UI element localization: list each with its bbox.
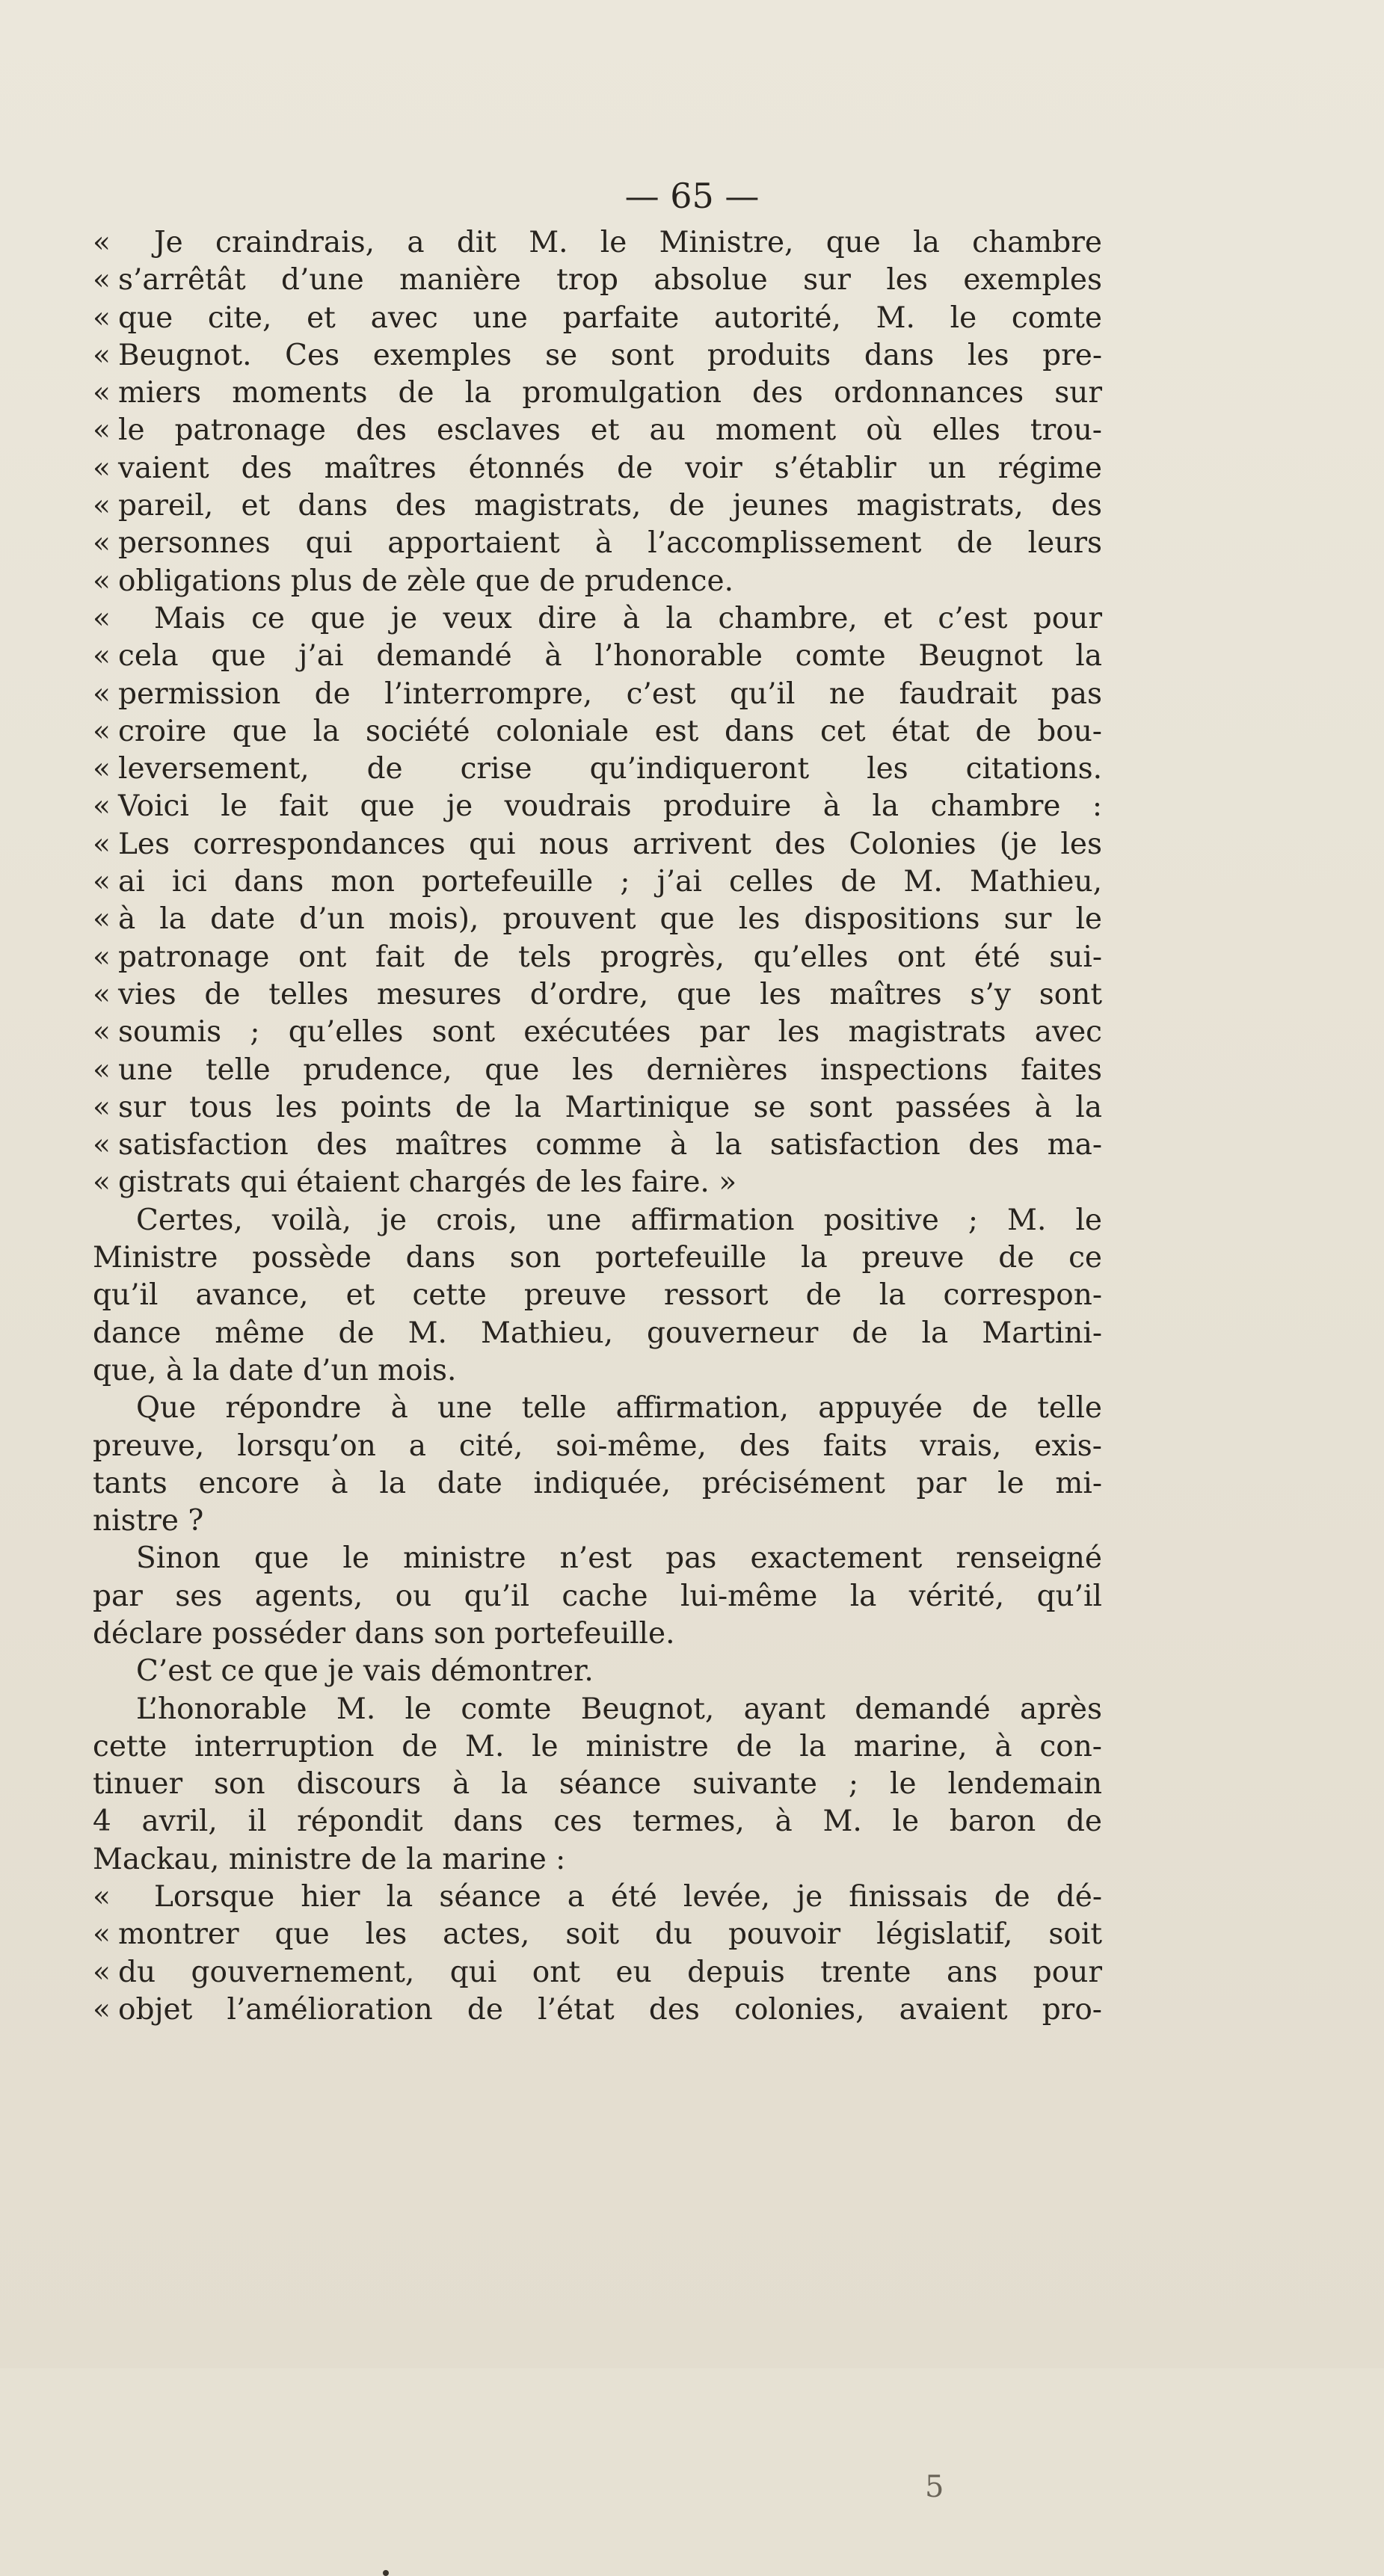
quote-mark: «	[93, 526, 111, 561]
line-text: nistre ?	[93, 1504, 204, 1538]
text-line	[93, 1803, 1102, 1840]
text-line	[93, 375, 1102, 412]
quote-mark: «	[93, 827, 111, 861]
line-text: obligations plus de zèle que de prudence.	[118, 564, 733, 598]
line-text: leversement, de crise qu’indiqueront les citations.	[118, 752, 1102, 786]
text-line	[93, 939, 1102, 976]
line-text: preuve, lorsqu’on a cité, soi-même, des faits vrais, exis-	[93, 1429, 1102, 1463]
quote-mark: «	[93, 301, 111, 335]
line-text: objet l’amélioration de l’état des colonies, avaient pro-	[118, 1992, 1102, 2027]
body-text	[93, 224, 1102, 2029]
text-line	[93, 1052, 1102, 1089]
text-line	[93, 676, 1102, 713]
line-text: que cite, et avec une parfaite autorité, M. le comte	[118, 301, 1102, 335]
quote-mark: «	[93, 338, 111, 372]
line-text: à la date d’un mois), prouvent que les dispositions sur le	[118, 902, 1102, 937]
line-text: patronage ont fait de tels progrès, qu’elles ont été sui-	[118, 940, 1102, 974]
line-text: tants encore à la date indiquée, précisément par le mi-	[93, 1466, 1102, 1500]
line-text: qu’il avance, et cette preuve ressort de la correspon-	[93, 1278, 1102, 1313]
line-text: Mais ce que je veux dire à la chambre, et c’est pour	[154, 601, 1102, 635]
quote-mark: «	[93, 376, 111, 410]
line-text: tinuer son discours à la séance suivante ; le lendemain	[93, 1767, 1102, 1802]
text-line	[93, 1954, 1102, 1991]
line-text: Mackau, ministre de la marine :	[93, 1842, 566, 1876]
text-line	[93, 1691, 1102, 1728]
quote-mark: «	[93, 1992, 111, 2027]
text-line	[93, 1841, 1102, 1879]
text-line	[93, 337, 1102, 375]
line-text: pareil, et dans des magistrats, de jeunes magistrats, des	[118, 489, 1102, 523]
line-text: ai ici dans mon portefeuille ; j’ai celles de M. Mathieu,	[118, 865, 1102, 899]
text-line	[93, 412, 1102, 449]
quote-mark: «	[93, 865, 111, 899]
text-line	[93, 826, 1102, 863]
text-line	[93, 1653, 1102, 1690]
line-text: du gouvernement, qui ont eu depuis trente ans pour	[118, 1955, 1102, 1989]
quote-mark: «	[93, 714, 111, 748]
line-text: miers moments de la promulgation des ordonnances sur	[118, 376, 1102, 410]
line-text: Sinon que le ministre n’est pas exactement renseigné	[136, 1541, 1102, 1576]
text-line	[93, 450, 1102, 487]
line-text: cette interruption de M. le ministre de la marine, à con-	[93, 1729, 1102, 1763]
line-text: Ministre possède dans son portefeuille la preuve de ce	[93, 1241, 1102, 1275]
text-line	[93, 300, 1102, 337]
text-line	[93, 901, 1102, 938]
text-line	[93, 224, 1102, 262]
line-text: montrer que les actes, soit du pouvoir législatif, soit	[118, 1917, 1102, 1952]
text-line	[93, 1615, 1102, 1653]
quote-mark: «	[93, 977, 111, 1011]
text-line	[93, 863, 1102, 901]
line-text: croire que la société coloniale est dans cet état de bou-	[118, 714, 1102, 748]
line-text: Je craindrais, a dit M. le Ministre, que la chambre	[154, 226, 1102, 259]
line-text: déclare posséder dans son portefeuille.	[93, 1616, 675, 1651]
text-line	[93, 713, 1102, 751]
quote-mark: «	[93, 226, 111, 259]
quote-mark: «	[93, 564, 111, 598]
text-line	[93, 1277, 1102, 1314]
text-line	[93, 525, 1102, 562]
text-line	[93, 1390, 1102, 1427]
text-line	[93, 1315, 1102, 1352]
line-text: Beugnot. Ces exemples se sont produits dans les pre-	[118, 338, 1102, 372]
line-text: vies de telles mesures d’ordre, que les maîtres s’y sont	[118, 977, 1102, 1011]
text-line	[93, 1352, 1102, 1390]
line-text: Lorsque hier la séance a été levée, je finissais de dé-	[154, 1880, 1102, 1914]
text-line	[93, 1428, 1102, 1465]
text-line	[93, 1164, 1102, 1201]
quote-mark: «	[93, 940, 111, 974]
quote-mark: «	[93, 677, 111, 711]
line-text: vaient des maîtres étonnés de voir s’établir un régime	[118, 451, 1102, 485]
line-text: satisfaction des maîtres comme à la satisfaction des ma-	[118, 1128, 1102, 1162]
line-text: soumis ; qu’elles sont exécutées par les magistrats avec	[118, 1015, 1102, 1050]
line-text: permission de l’interrompre, c’est qu’il ne faudrait pas	[118, 677, 1102, 711]
text-line	[93, 1503, 1102, 1540]
quote-mark: «	[93, 601, 111, 635]
line-text: Certes, voilà, je crois, une affirmation positive ; M. le	[136, 1203, 1102, 1237]
text-line	[93, 1014, 1102, 1051]
line-text: sur tous les points de la Martinique se sont passées à la	[118, 1090, 1102, 1124]
line-text: gistrats qui étaient chargés de les faire. »	[118, 1165, 737, 1200]
text-line	[93, 1239, 1102, 1277]
quote-mark: «	[93, 489, 111, 523]
line-text: par ses agents, ou qu’il cache lui-même la vérité, qu’il	[93, 1579, 1102, 1613]
quote-mark: «	[93, 1015, 111, 1050]
line-text: Que répondre à une telle affirmation, appuyée de telle	[136, 1391, 1102, 1426]
quote-mark: «	[93, 1128, 111, 1162]
line-text: le patronage des esclaves et au moment où elles trou-	[118, 413, 1102, 448]
quote-mark: «	[93, 1165, 111, 1200]
line-text: 4 avril, il répondit dans ces termes, à M. le baron de	[93, 1805, 1102, 1839]
line-text: que, à la date d’un mois.	[93, 1353, 457, 1387]
page-number: — 65 —	[624, 176, 760, 216]
text-line	[93, 1766, 1102, 1803]
line-text: dance même de M. Mathieu, gouverneur de la Martini-	[93, 1316, 1102, 1350]
text-line	[93, 1728, 1102, 1766]
line-text: Voici le fait que je voudrais produire à la chambre :	[118, 789, 1102, 824]
line-text: C’est ce que je vais démontrer.	[136, 1654, 594, 1689]
quote-mark: «	[93, 639, 111, 674]
quote-mark: «	[93, 902, 111, 937]
line-text: Les correspondances qui nous arrivent des Colonies (je les	[118, 827, 1102, 861]
quote-mark: «	[93, 413, 111, 448]
text-line	[93, 1879, 1102, 1916]
line-text: une telle prudence, que les dernières inspections faites	[118, 1053, 1102, 1087]
text-line	[93, 1127, 1102, 1164]
text-line	[93, 600, 1102, 638]
quote-mark: «	[93, 451, 111, 485]
quote-mark: «	[93, 789, 111, 824]
text-line	[93, 262, 1102, 299]
text-line	[93, 1578, 1102, 1615]
text-line	[93, 1465, 1102, 1503]
line-text: personnes qui apportaient à l’accomplissement de leurs	[118, 526, 1102, 561]
text-line	[93, 751, 1102, 788]
text-line	[93, 1202, 1102, 1239]
line-text: s’arrêtât d’une manière trop absolue sur les exemples	[118, 263, 1102, 298]
quote-mark: «	[93, 1090, 111, 1124]
text-line	[93, 1991, 1102, 2029]
text-line	[93, 1916, 1102, 1953]
ink-dot	[383, 2570, 389, 2576]
line-text: L’honorable M. le comte Beugnot, ayant demandé après	[136, 1692, 1102, 1726]
text-line	[93, 563, 1102, 600]
text-line	[93, 976, 1102, 1014]
text-line	[93, 638, 1102, 675]
quote-mark: «	[93, 1917, 111, 1952]
line-text: cela que j’ai demandé à l’honorable comte Beugnot la	[118, 639, 1102, 674]
quote-mark: «	[93, 752, 111, 786]
signature-mark: 5	[925, 2470, 944, 2504]
text-line	[93, 1540, 1102, 1577]
text-line	[93, 788, 1102, 825]
text-line	[93, 1089, 1102, 1127]
text-line	[93, 487, 1102, 525]
quote-mark: «	[93, 263, 111, 298]
quote-mark: «	[93, 1880, 111, 1914]
quote-mark: «	[93, 1053, 111, 1087]
quote-mark: «	[93, 1955, 111, 1989]
